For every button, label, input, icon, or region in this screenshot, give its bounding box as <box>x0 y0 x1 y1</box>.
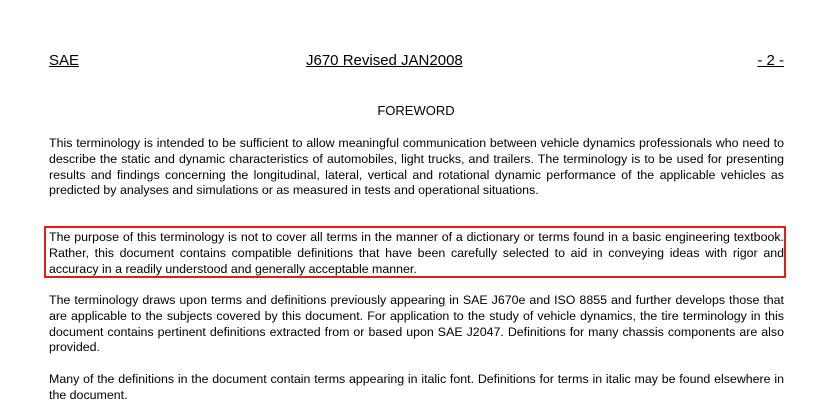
foreword-paragraph-2: The purpose of this terminology is not to cover all terms in the manner of a dictionary or terms found in a basic engineering textbook. Rather, this document contains compatible definitions that have been carefully selected to aid in conveying ideas with rigor and accuracy in a readily understood and generally acceptable manner. <box>49 230 784 276</box>
header-page-number: - 2 - <box>757 52 784 69</box>
foreword-paragraph-4: Many of the definitions in the document contain terms appearing in italic font. Definitions for terms in italic may be found elsewhere in the document. <box>49 372 784 402</box>
section-title: FOREWORD <box>377 103 455 118</box>
header-org: SAE <box>49 52 80 69</box>
page-header <box>49 52 784 70</box>
header-document-id: J670 Revised JAN2008 <box>306 52 463 69</box>
foreword-paragraph-1: This terminology is intended to be sufficient to allow meaningful communication between vehicle dynamics professionals who need to describe the static and dynamic characteristics of automobiles, light trucks, and trailers. The terminology is to be used for presenting results and findings concerning the longitudinal, lateral, vertical and rotational dynamic performance of the applicable vehicles as predicted by analyses and simulations or as measured in tests and operational situations. <box>49 136 784 198</box>
foreword-paragraph-3: The terminology draws upon terms and definitions previously appearing in SAE J670e and ISO 8855 and further develops those that are applicable to the subjects covered by this document. For application to the study of vehicle dynamics, the tire terminology in this document contains pertinent definitions extracted from or based upon SAE J2047. Definitions for many chassis components are also provided. <box>49 293 784 355</box>
